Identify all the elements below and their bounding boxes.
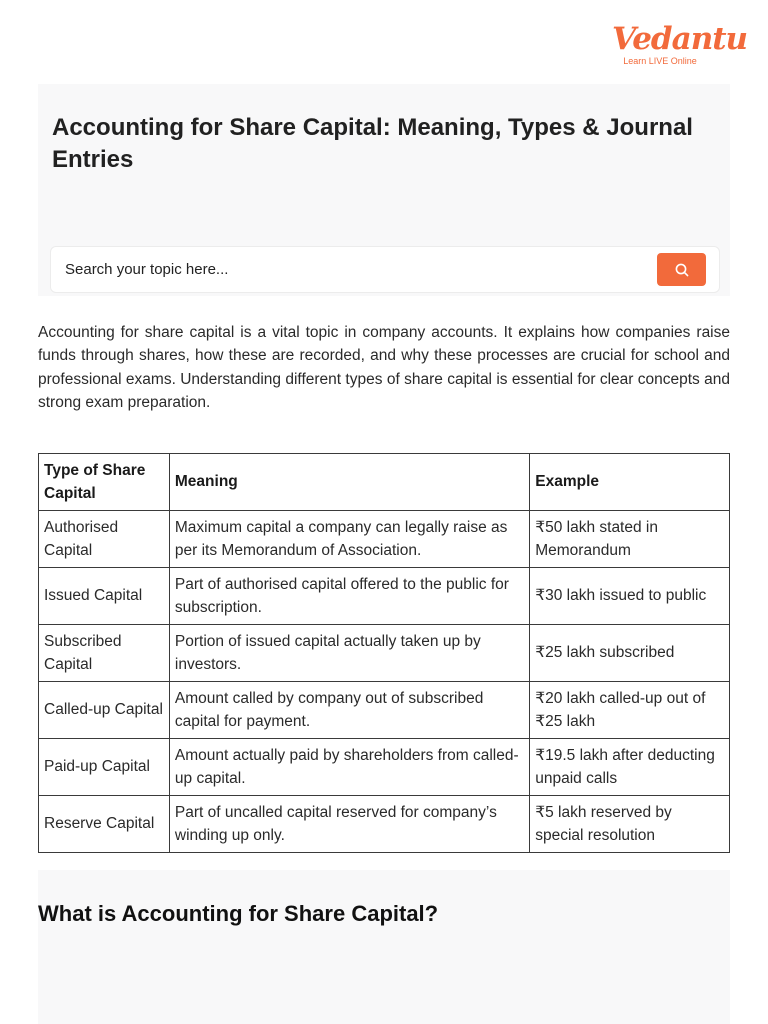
table-row [39, 625, 730, 682]
search-bar [50, 246, 720, 293]
logo-tagline: Learn LIVE Online [623, 56, 697, 66]
table-row [39, 568, 730, 625]
cell-meaning: Maximum capital a company can legally raise as per its Memorandum of Association. [169, 511, 529, 568]
cell-meaning: Portion of issued capital actually taken up by investors. [169, 625, 529, 682]
cell-example: ₹19.5 lakh after deducting unpaid calls [530, 739, 730, 796]
cell-type: Subscribed Capital [39, 625, 170, 682]
cell-meaning: Amount actually paid by shareholders from called-up capital. [169, 739, 529, 796]
table-row [39, 511, 730, 568]
cell-type: Paid-up Capital [39, 739, 170, 796]
table-header-row [39, 454, 730, 511]
cell-type: Reserve Capital [39, 796, 170, 853]
column-header-type: Type of Share Capital [39, 454, 170, 511]
cell-meaning: Amount called by company out of subscribed capital for payment. [169, 682, 529, 739]
cell-type: Issued Capital [39, 568, 170, 625]
table-row [39, 682, 730, 739]
cell-example: ₹25 lakh subscribed [530, 625, 730, 682]
page-title: Accounting for Share Capital: Meaning, Types & Journal Entries [52, 114, 693, 173]
section-heading: What is Accounting for Share Capital? [38, 901, 439, 926]
section-band [38, 870, 730, 1024]
cell-example: ₹30 lakh issued to public [530, 568, 730, 625]
cell-type: Called-up Capital [39, 682, 170, 739]
cell-example: ₹50 lakh stated in Memorandum [530, 511, 730, 568]
search-icon [675, 263, 689, 277]
share-capital-table [38, 453, 730, 853]
vedantu-logo[interactable] [612, 21, 748, 66]
column-header-meaning: Meaning [169, 454, 529, 511]
cell-type: Authorised Capital [39, 511, 170, 568]
table-row [39, 796, 730, 853]
cell-example: ₹5 lakh reserved by special resolution [530, 796, 730, 853]
cell-meaning: Part of authorised capital offered to the public for subscription. [169, 568, 529, 625]
column-header-example: Example [530, 454, 730, 511]
search-button[interactable] [657, 253, 706, 286]
logo-wordmark: Vedantu [612, 21, 748, 57]
table-row [39, 739, 730, 796]
search-input[interactable] [65, 247, 645, 292]
intro-paragraph: Accounting for share capital is a vital topic in company accounts. It explains how companies raise funds through shares, how these are recorded, and why these processes are crucial for school and professional exams. Understanding different types of share capital is essential for clear concepts and strong exam preparation. [38, 324, 730, 412]
cell-example: ₹20 lakh called-up out of ₹25 lakh [530, 682, 730, 739]
cell-meaning: Part of uncalled capital reserved for company’s winding up only. [169, 796, 529, 853]
